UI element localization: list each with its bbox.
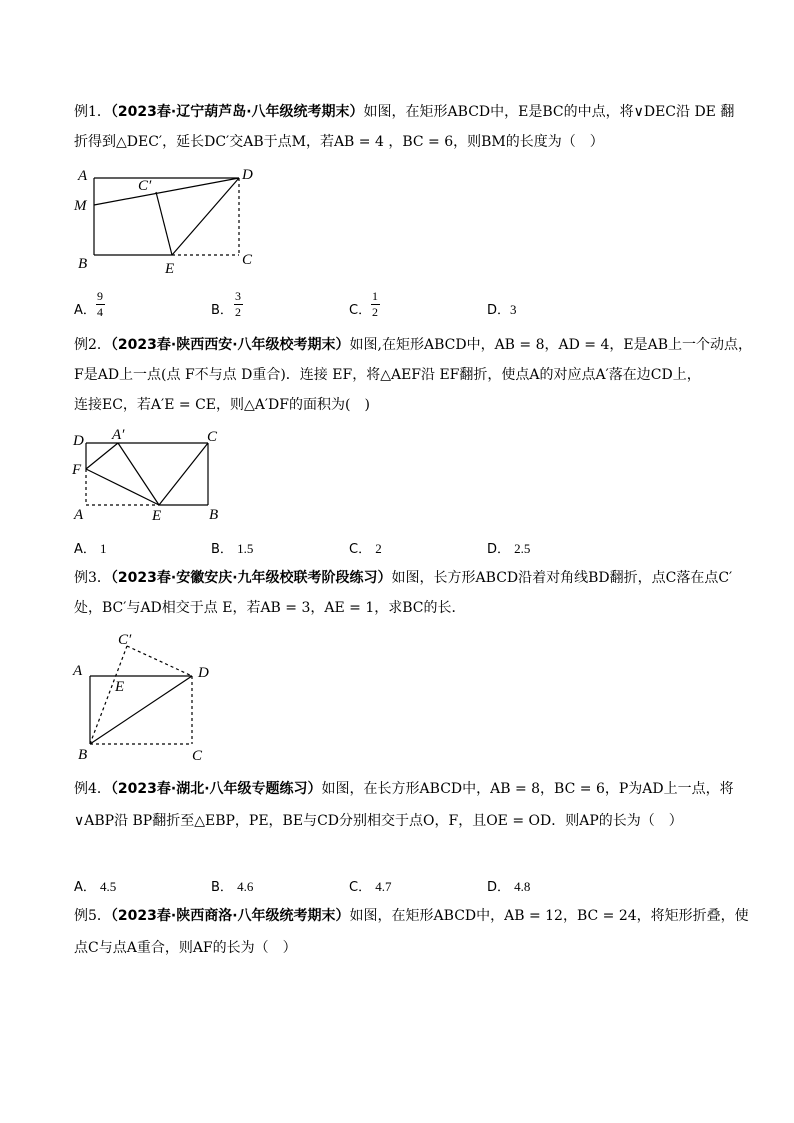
ex4-option-b: B． 4.6 [211, 879, 254, 895]
ex2-question-line2: F是AD上一点(点 F不与点 D重合)．连接 EF，将△AEF沿 EF翻折，使点A的对应点A′落在边CD上， [74, 367, 701, 383]
ex3-question-line1 [74, 569, 732, 587]
ex1-option-c-den: 2 [372, 305, 378, 319]
ex4-prefix: 例4． [74, 781, 111, 797]
ex1-label-C: C [242, 252, 253, 268]
ex4-option-d: D． 4.8 [487, 879, 531, 895]
ex3-prefix: 例3． [74, 570, 111, 586]
ex2-figure [70, 424, 230, 524]
ex3-label-C-prime: C′ [118, 632, 132, 648]
ex3-label-D: D [198, 665, 209, 681]
ex1-question-line1 [74, 103, 734, 121]
ex2-label-F: F [72, 462, 82, 478]
ex1-option-b-den: 2 [235, 305, 241, 319]
ex1-source: （2023春·辽宁葫芦岛·八年级统考期末） [110, 104, 364, 120]
ex4-question-line2: ∨ABP沿 BP翻折至△EBP，PE，BE与CD分别相交于点O，F，且OE = OD．则AP的长为（ ） [74, 813, 683, 829]
ex3-text-1: 如图，长方形ABCD沿着对角线BD翻折，点C落在点C′ [391, 570, 733, 586]
ex3-source: （2023春·安徽安庆·九年级校联考阶段练习） [110, 570, 392, 586]
ex5-source: （2023春·陕西商洛·八年级统考期末） [110, 908, 350, 924]
ex1-question-line2: 折得到△DEC′，延长DC′交AB于点M，若AB = 4 ，BC = 6，则BM的长度为（ ） [74, 134, 604, 150]
ex1-option-b: B． [211, 303, 233, 318]
ex1-label-E: E [165, 261, 175, 277]
ex4-source: （2023春·湖北·八年级专题练习） [110, 781, 322, 797]
ex1-option-c-num: 1 [372, 289, 378, 303]
ex2-label-C: C [207, 429, 218, 445]
ex1-option-d: D．3 [487, 302, 517, 318]
ex2-option-a: A． 1 [74, 541, 107, 557]
ex2-option-b: B． 1.5 [211, 541, 254, 557]
ex2-prefix: 例2． [74, 337, 111, 353]
ex3-label-E: E [115, 679, 125, 695]
ex2-text-1: 如图,在矩形ABCD中，AB = 8，AD = 4，E是AB上一个动点， [349, 337, 753, 353]
ex4-text-1: 如图，在长方形ABCD中，AB = 8，BC = 6，P为AD上一点，将 [321, 781, 734, 797]
ex3-question-line2: 处，BC′与AD相交于点 E，若AB = 3，AE = 1，求BC的长． [74, 600, 466, 616]
ex1-option-a: A． [74, 303, 96, 318]
ex2-label-A: A [74, 507, 84, 523]
ex2-source: （2023春·陕西西安·八年级校考期末） [110, 337, 350, 353]
ex3-label-B: B [78, 747, 88, 763]
ex3-label-C: C [192, 748, 203, 764]
ex3-label-A: A [73, 663, 83, 679]
ex5-prefix: 例5． [74, 908, 111, 924]
ex5-question-line2: 点C与点A重合，则AF的长为（ ） [74, 940, 297, 956]
ex1-figure [70, 162, 270, 282]
ex1-option-b-num: 3 [235, 289, 241, 303]
ex4-option-a: A． 4.5 [74, 879, 117, 895]
ex2-question-line1 [74, 336, 752, 354]
ex5-text-1: 如图，在矩形ABCD中，AB = 12，BC = 24，将矩形折叠，使 [349, 908, 749, 924]
ex3-figure [70, 628, 230, 768]
ex1-label-A: A [78, 168, 88, 184]
ex1-label-B: B [78, 256, 88, 272]
ex1-option-c: C． [349, 303, 372, 318]
ex1-label-C-prime: C′ [138, 178, 152, 194]
ex2-label-A-prime: A′ [112, 427, 125, 443]
ex4-question-line1 [74, 780, 734, 798]
ex1-label-D: D [242, 167, 253, 183]
ex1-label-M: M [74, 198, 87, 214]
ex1-option-a-num: 9 [97, 289, 103, 303]
ex4-option-c: C． 4.7 [349, 879, 392, 895]
ex1-option-a-den: 4 [97, 305, 103, 319]
ex1-prefix: 例1． [74, 104, 111, 120]
ex2-label-B: B [209, 507, 219, 523]
ex2-question-line3: 连接EC，若A′E = CE，则△A′DF的面积为( ) [74, 397, 370, 413]
ex2-label-E: E [152, 508, 162, 524]
ex2-option-d: D． 2.5 [487, 541, 531, 557]
ex1-text-1: 如图，在矩形ABCD中，E是BC的中点，将∨DEC沿 DE 翻 [363, 104, 735, 120]
ex5-question-line1 [74, 907, 749, 925]
ex2-option-c: C． 2 [349, 541, 382, 557]
ex2-label-D: D [73, 433, 84, 449]
